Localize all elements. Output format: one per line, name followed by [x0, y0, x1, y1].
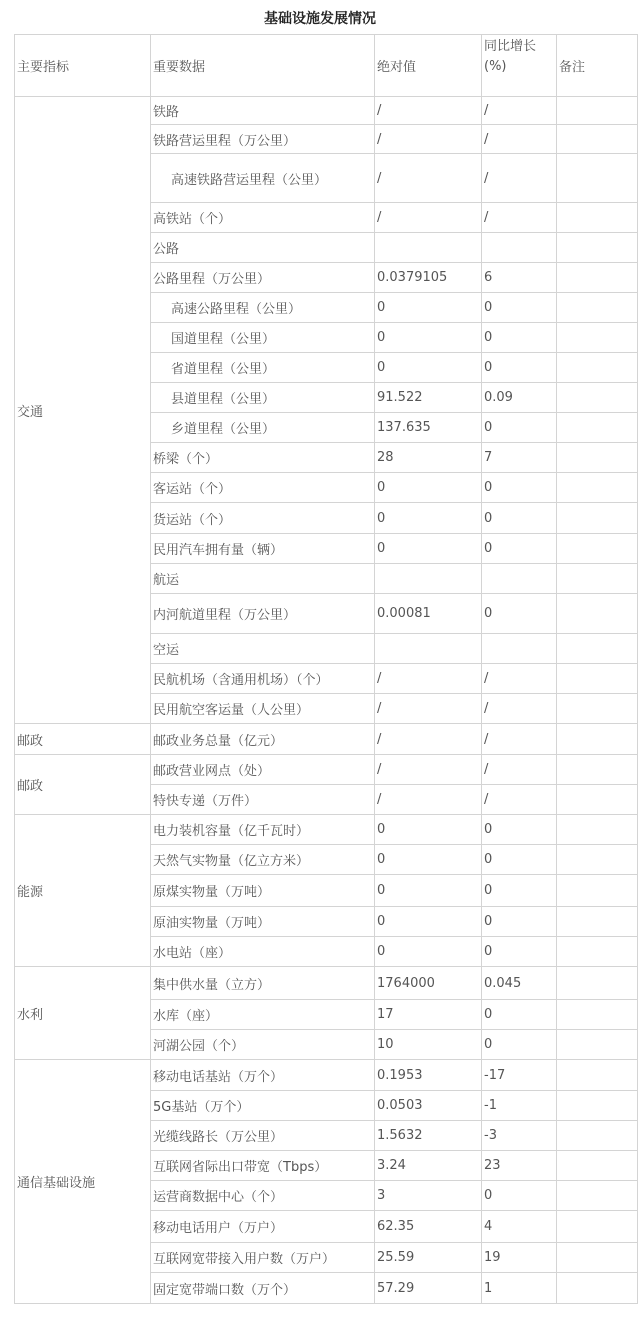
remarks-cell	[557, 353, 638, 383]
data-item-cell: 民用航空客运量（人公里）	[151, 694, 375, 724]
remarks-cell	[557, 937, 638, 967]
yoy-growth-cell	[482, 233, 557, 263]
yoy-growth-cell: 0	[482, 353, 557, 383]
remarks-cell	[557, 383, 638, 413]
yoy-growth-cell: 0.09	[482, 383, 557, 413]
remarks-cell	[557, 907, 638, 937]
yoy-growth-cell: /	[482, 125, 557, 154]
table-row	[15, 1060, 638, 1091]
data-item-cell: 水电站（座）	[151, 937, 375, 967]
data-item-cell: 原油实物量（万吨）	[151, 907, 375, 937]
yoy-growth-cell: /	[482, 664, 557, 694]
remarks-cell	[557, 967, 638, 1000]
table-row	[15, 755, 638, 785]
yoy-growth-cell: -1	[482, 1091, 557, 1121]
yoy-growth-cell: 0	[482, 293, 557, 323]
yoy-growth-cell: /	[482, 154, 557, 203]
data-item-cell: 客运站（个）	[151, 473, 375, 503]
table-row	[15, 815, 638, 845]
data-item-cell: 集中供水量（立方）	[151, 967, 375, 1000]
absolute-value-cell: 0.00081	[375, 594, 482, 634]
data-item-cell: 省道里程（公里）	[151, 353, 375, 383]
remarks-cell	[557, 1060, 638, 1091]
data-item-cell: 互联网省际出口带宽（Tbps）	[151, 1151, 375, 1181]
yoy-growth-cell: 0	[482, 413, 557, 443]
remarks-cell	[557, 1181, 638, 1211]
category-cell: 邮政	[15, 755, 151, 815]
absolute-value-cell: 137.635	[375, 413, 482, 443]
data-item-cell: 原煤实物量（万吨）	[151, 875, 375, 907]
absolute-value-cell: 1.5632	[375, 1121, 482, 1151]
absolute-value-cell: /	[375, 664, 482, 694]
absolute-value-cell: 0	[375, 875, 482, 907]
remarks-cell	[557, 263, 638, 293]
absolute-value-cell: 3.24	[375, 1151, 482, 1181]
yoy-growth-cell: 7	[482, 443, 557, 473]
absolute-value-cell	[375, 634, 482, 664]
remarks-cell	[557, 125, 638, 154]
data-item-cell: 天然气实物量（亿立方米）	[151, 845, 375, 875]
remarks-cell	[557, 594, 638, 634]
remarks-cell	[557, 233, 638, 263]
absolute-value-cell: 0	[375, 293, 482, 323]
data-item-cell: 高铁站（个）	[151, 203, 375, 233]
data-item-cell: 公路里程（万公里）	[151, 263, 375, 293]
absolute-value-cell	[375, 564, 482, 594]
yoy-growth-cell: 19	[482, 1243, 557, 1273]
remarks-cell	[557, 755, 638, 785]
remarks-cell	[557, 785, 638, 815]
remarks-cell	[557, 1151, 638, 1181]
absolute-value-cell: 91.522	[375, 383, 482, 413]
absolute-value-cell: 0.1953	[375, 1060, 482, 1091]
absolute-value-cell: /	[375, 154, 482, 203]
remarks-cell	[557, 564, 638, 594]
infrastructure-table	[14, 34, 638, 1304]
yoy-growth-cell: 0	[482, 875, 557, 907]
data-item-cell: 水库（座）	[151, 1000, 375, 1030]
header-data-item: 重要数据	[151, 35, 375, 97]
remarks-cell	[557, 1000, 638, 1030]
data-item-cell: 5G基站（万个）	[151, 1091, 375, 1121]
absolute-value-cell: 0	[375, 845, 482, 875]
absolute-value-cell: 0	[375, 353, 482, 383]
absolute-value-cell: /	[375, 203, 482, 233]
yoy-growth-cell: /	[482, 203, 557, 233]
remarks-cell	[557, 634, 638, 664]
remarks-cell	[557, 1273, 638, 1304]
absolute-value-cell: 0	[375, 473, 482, 503]
data-item-cell: 货运站（个）	[151, 503, 375, 534]
data-item-cell: 光缆线路长（万公里）	[151, 1121, 375, 1151]
data-item-cell: 民用汽车拥有量（辆）	[151, 534, 375, 564]
absolute-value-cell: 28	[375, 443, 482, 473]
remarks-cell	[557, 534, 638, 564]
yoy-growth-cell: /	[482, 724, 557, 755]
absolute-value-cell: 0	[375, 815, 482, 845]
data-item-cell: 内河航道里程（万公里）	[151, 594, 375, 634]
remarks-cell	[557, 203, 638, 233]
category-cell: 邮政	[15, 724, 151, 755]
yoy-growth-cell: 0	[482, 473, 557, 503]
remarks-cell	[557, 293, 638, 323]
data-item-cell: 邮政营业网点（处）	[151, 755, 375, 785]
remarks-cell	[557, 97, 638, 125]
header-remarks: 备注	[557, 35, 638, 97]
data-item-cell: 高速铁路营运里程（公里）	[151, 154, 375, 203]
data-item-cell: 特快专递（万件）	[151, 785, 375, 815]
category-cell: 交通	[15, 97, 151, 724]
data-item-cell: 河湖公园（个）	[151, 1030, 375, 1060]
remarks-cell	[557, 1211, 638, 1243]
remarks-cell	[557, 724, 638, 755]
data-item-cell: 移动电话用户（万户）	[151, 1211, 375, 1243]
yoy-growth-cell: 0	[482, 937, 557, 967]
absolute-value-cell: /	[375, 724, 482, 755]
yoy-growth-cell: -3	[482, 1121, 557, 1151]
yoy-growth-cell: /	[482, 785, 557, 815]
table-row	[15, 97, 638, 125]
yoy-growth-cell: 0	[482, 845, 557, 875]
remarks-cell	[557, 1091, 638, 1121]
yoy-growth-cell: 0	[482, 594, 557, 634]
absolute-value-cell: 62.35	[375, 1211, 482, 1243]
yoy-growth-cell: -17	[482, 1060, 557, 1091]
absolute-value-cell: 0	[375, 323, 482, 353]
data-item-cell: 乡道里程（公里）	[151, 413, 375, 443]
data-item-cell: 移动电话基站（万个）	[151, 1060, 375, 1091]
table-header-row	[15, 35, 638, 97]
absolute-value-cell: 0.0503	[375, 1091, 482, 1121]
absolute-value-cell	[375, 233, 482, 263]
data-item-cell: 电力装机容量（亿千瓦时）	[151, 815, 375, 845]
data-item-cell: 高速公路里程（公里）	[151, 293, 375, 323]
absolute-value-cell: 0.0379105	[375, 263, 482, 293]
data-item-cell: 民航机场（含通用机场）（个）	[151, 664, 375, 694]
yoy-growth-cell	[482, 634, 557, 664]
remarks-cell	[557, 845, 638, 875]
absolute-value-cell: /	[375, 97, 482, 125]
remarks-cell	[557, 1121, 638, 1151]
absolute-value-cell: 57.29	[375, 1273, 482, 1304]
absolute-value-cell: 0	[375, 503, 482, 534]
yoy-growth-cell: 0	[482, 1030, 557, 1060]
data-item-cell: 邮政业务总量（亿元）	[151, 724, 375, 755]
yoy-growth-cell: 6	[482, 263, 557, 293]
yoy-growth-cell: 0	[482, 907, 557, 937]
data-item-cell: 空运	[151, 634, 375, 664]
data-item-cell: 县道里程（公里）	[151, 383, 375, 413]
absolute-value-cell: /	[375, 694, 482, 724]
data-item-cell: 运营商数据中心（个）	[151, 1181, 375, 1211]
header-yoy-growth-unit: (%)	[484, 59, 507, 74]
remarks-cell	[557, 1030, 638, 1060]
header-yoy-growth	[482, 35, 557, 97]
yoy-growth-cell: 0	[482, 323, 557, 353]
page-title: 基础设施发展情况	[264, 11, 376, 27]
yoy-growth-cell: 1	[482, 1273, 557, 1304]
remarks-cell	[557, 875, 638, 907]
category-cell: 水利	[15, 967, 151, 1060]
yoy-growth-cell: /	[482, 694, 557, 724]
yoy-growth-cell: 0	[482, 534, 557, 564]
remarks-cell	[557, 694, 638, 724]
remarks-cell	[557, 443, 638, 473]
absolute-value-cell: 17	[375, 1000, 482, 1030]
yoy-growth-cell: 4	[482, 1211, 557, 1243]
table-row	[15, 967, 638, 1000]
header-indicator: 主要指标	[15, 35, 151, 97]
remarks-cell	[557, 503, 638, 534]
absolute-value-cell: 25.59	[375, 1243, 482, 1273]
yoy-growth-cell	[482, 564, 557, 594]
data-item-cell: 固定宽带端口数（万个）	[151, 1273, 375, 1304]
yoy-growth-cell: 0	[482, 1181, 557, 1211]
yoy-growth-cell: 23	[482, 1151, 557, 1181]
yoy-growth-cell: /	[482, 97, 557, 125]
header-absolute-value: 绝对值	[375, 35, 482, 97]
table-body	[15, 35, 638, 1304]
absolute-value-cell: 10	[375, 1030, 482, 1060]
absolute-value-cell: /	[375, 125, 482, 154]
absolute-value-cell: /	[375, 785, 482, 815]
remarks-cell	[557, 473, 638, 503]
data-item-cell: 铁路	[151, 97, 375, 125]
data-item-cell: 国道里程（公里）	[151, 323, 375, 353]
absolute-value-cell: 3	[375, 1181, 482, 1211]
table-row	[15, 724, 638, 755]
remarks-cell	[557, 1243, 638, 1273]
remarks-cell	[557, 154, 638, 203]
data-item-cell: 航运	[151, 564, 375, 594]
category-cell: 通信基础设施	[15, 1060, 151, 1304]
remarks-cell	[557, 323, 638, 353]
data-item-cell: 互联网宽带接入用户数（万户）	[151, 1243, 375, 1273]
remarks-cell	[557, 413, 638, 443]
yoy-growth-cell: 0	[482, 1000, 557, 1030]
absolute-value-cell: 1764000	[375, 967, 482, 1000]
data-item-cell: 桥梁（个）	[151, 443, 375, 473]
absolute-value-cell: /	[375, 755, 482, 785]
absolute-value-cell: 0	[375, 534, 482, 564]
absolute-value-cell: 0	[375, 937, 482, 967]
remarks-cell	[557, 664, 638, 694]
header-yoy-growth-line1: 同比增长	[484, 39, 537, 54]
yoy-growth-cell: 0	[482, 503, 557, 534]
data-item-cell: 铁路营运里程（万公里）	[151, 125, 375, 154]
category-cell: 能源	[15, 815, 151, 967]
yoy-growth-cell: 0.045	[482, 967, 557, 1000]
absolute-value-cell: 0	[375, 907, 482, 937]
data-item-cell: 公路	[151, 233, 375, 263]
yoy-growth-cell: /	[482, 755, 557, 785]
remarks-cell	[557, 815, 638, 845]
yoy-growth-cell: 0	[482, 815, 557, 845]
